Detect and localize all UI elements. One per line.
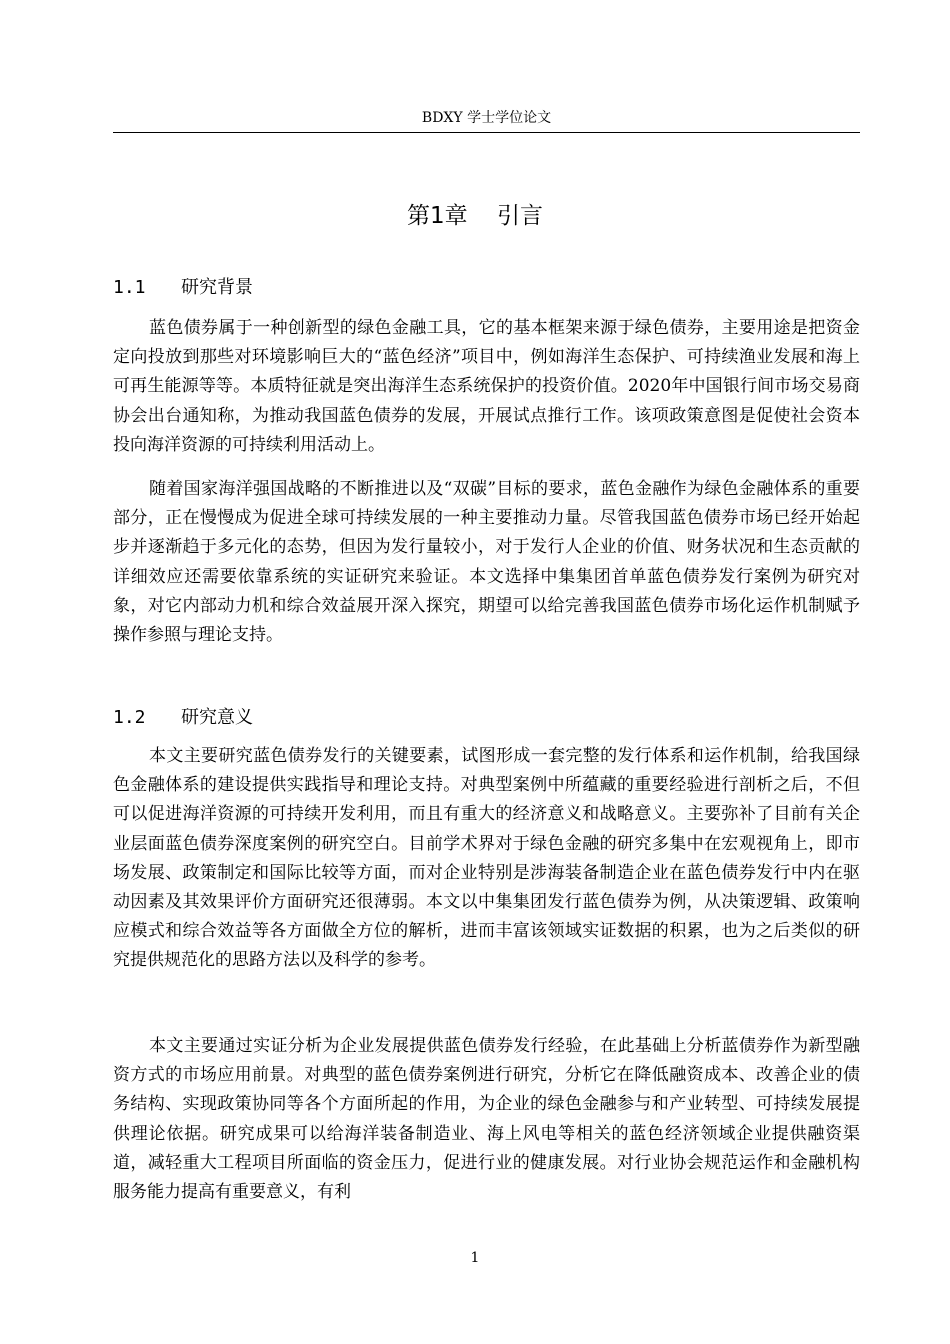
page-number: 1 (470, 1250, 480, 1266)
chapter-number: 第1章 (407, 203, 468, 229)
section-title: 研究背景 (181, 277, 253, 298)
section-number: 1.1 (113, 277, 146, 298)
header-rule (113, 132, 860, 133)
paragraph: 本文主要通过实证分析为企业发展提供蓝色债券发行经验，在此基础上分析蓝债券作为新型融资方式的市场应用前景。对典型的蓝色债券案例进行研究，分析它在降低融资成本、改善企业的债务结构、实现政策协同等各个方面所起的作用，为企业的绿色金融参与和产业转型、可持续发展提供理论依据。研究成果可以给海洋装备制造业、海上风电等相关的蓝色经济领域企业提供融资渠道，减轻重大工程项目所面临的资金压力，促进行业的健康发展。对行业协会规范运作和金融机构服务能力提高有重要意义，有利 (113, 1036, 860, 1203)
section-number: 1.2 (113, 707, 146, 728)
paragraph: 蓝色债券属于一种创新型的绿色金融工具，它的基本框架来源于绿色债券，主要用途是把资金定向投放到那些对环境影响巨大的“蓝色经济”项目中，例如海洋生态保护、可持续渔业发展和海上可再生能源等等。本质特征就是突出海洋生态系统保护的投资价值。2020年中国银行间市场交易商协会出台通知称，为推动我国蓝色债券的发展，开展试点推行工作。该项政策意图是促使社会资本投向海洋资源的可持续利用活动上。 (113, 318, 860, 455)
chapter-title: 引言 (496, 203, 543, 229)
running-header: BDXY 学士学位论文 (421, 110, 552, 126)
chapter-heading (0, 198, 950, 234)
paragraph: 本文主要研究蓝色债券发行的关键要素，试图形成一套完整的发行体系和运作机制，给我国绿色金融体系的建设提供实践指导和理论支持。对典型案例中所蕴藏的重要经验进行剖析之后，不但可以促进海洋资源的可持续开发利用，而且有重大的经济意义和战略意义。主要弥补了目前有关企业层面蓝色债券深度案例的研究空白。目前学术界对于绿色金融的研究多集中在宏观视角上，即市场发展、政策制定和国际比较等方面，而对企业特别是涉海装备制造企业在蓝色债券发行中内在驱动因素及其效果评价方面研究还很薄弱。本文以中集集团发行蓝色债券为例，从决策逻辑、政策响应模式和综合效益等各方面做全方位的解析，进而丰富该领域实证数据的积累，也为之后类似的研究提供规范化的思路方法以及科学的参考。 (113, 746, 860, 971)
section-heading-1-2 (113, 704, 253, 732)
section-title: 研究意义 (181, 707, 253, 728)
paragraph: 随着国家海洋强国战略的不断推进以及“双碳”目标的要求，蓝色金融作为绿色金融体系的重要部分，正在慢慢成为促进全球可持续发展的一种主要推动力量。尽管我国蓝色债券市场已经开始起步并逐渐趋于多元化的态势，但因为发行量较小，对于发行人企业的价值、财务状况和生态贡献的详细效应还需要依靠系统的实证研究来验证。本文选择中集集团首单蓝色债券发行案例为研究对象，对它内部动力机和综合效益展开深入探究，期望可以给完善我国蓝色债券市场化运作机制赋予操作参照与理论支持。 (113, 479, 860, 646)
section-heading-1-1 (113, 274, 253, 302)
